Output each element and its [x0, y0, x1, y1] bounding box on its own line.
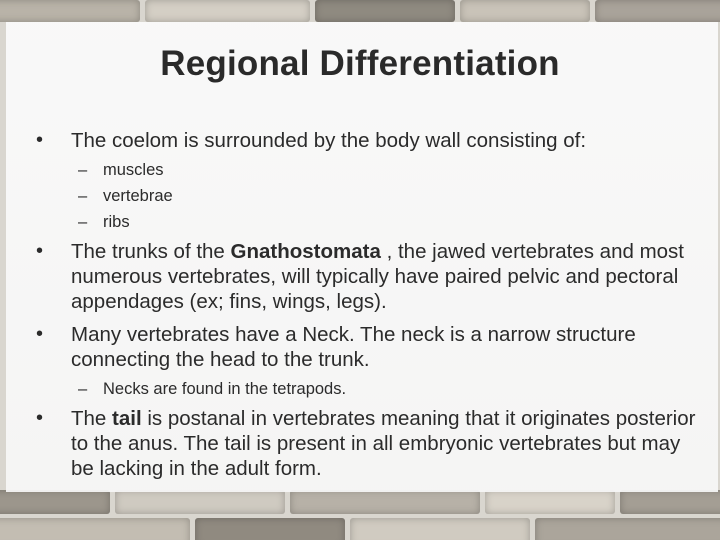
sub-item: [36, 209, 706, 235]
bullet-text: Many vertebrates have a Neck. The neck is a narrow structure connecting the head to the trunk.: [71, 323, 636, 371]
sub-item-text: ribs: [103, 213, 130, 231]
sub-item: [36, 183, 706, 209]
bullet-text-post: , the jawed vertebrates and most numerous vertebrates, will typically have paired pelvic and pectoral appendages (ex; fins, wings, legs).: [71, 240, 684, 313]
dash-marker: –: [78, 161, 88, 179]
bullet-gnathostomata: [36, 239, 706, 314]
slide-title: Regional Differentiation: [160, 44, 560, 83]
sub-item-text: Necks are found in the tetrapods.: [103, 380, 347, 398]
dash-marker: –: [78, 187, 88, 205]
bullet-marker: •: [36, 240, 44, 262]
sub-item: [36, 157, 706, 183]
bullet-coelom: [36, 128, 706, 153]
bullet-marker: •: [36, 407, 44, 429]
dash-marker: –: [78, 213, 88, 231]
sub-item-text: vertebrae: [103, 187, 173, 205]
bullet-text: The coelom is surrounded by the body wall consisting of:: [71, 129, 587, 152]
bullet-marker: •: [36, 323, 44, 345]
bullet-text-pre: The: [71, 407, 113, 430]
bullet-text-post: is postanal in vertebrates meaning that it originates posterior to the anus. The tail is present in all embryonic vertebrates but may be lacking in the adult form.: [71, 407, 696, 480]
bold-term: Gnathostomata: [230, 240, 381, 263]
bullet-text-pre: The trunks of the: [71, 240, 231, 263]
sub-item: [36, 376, 706, 402]
slide-content: [36, 128, 706, 481]
bullet-neck: [36, 322, 706, 372]
sub-item-text: muscles: [103, 161, 164, 179]
bullet-marker: •: [36, 129, 44, 151]
bold-term: tail: [112, 407, 142, 430]
bullet-tail: [36, 406, 706, 481]
dash-marker: –: [78, 380, 88, 398]
